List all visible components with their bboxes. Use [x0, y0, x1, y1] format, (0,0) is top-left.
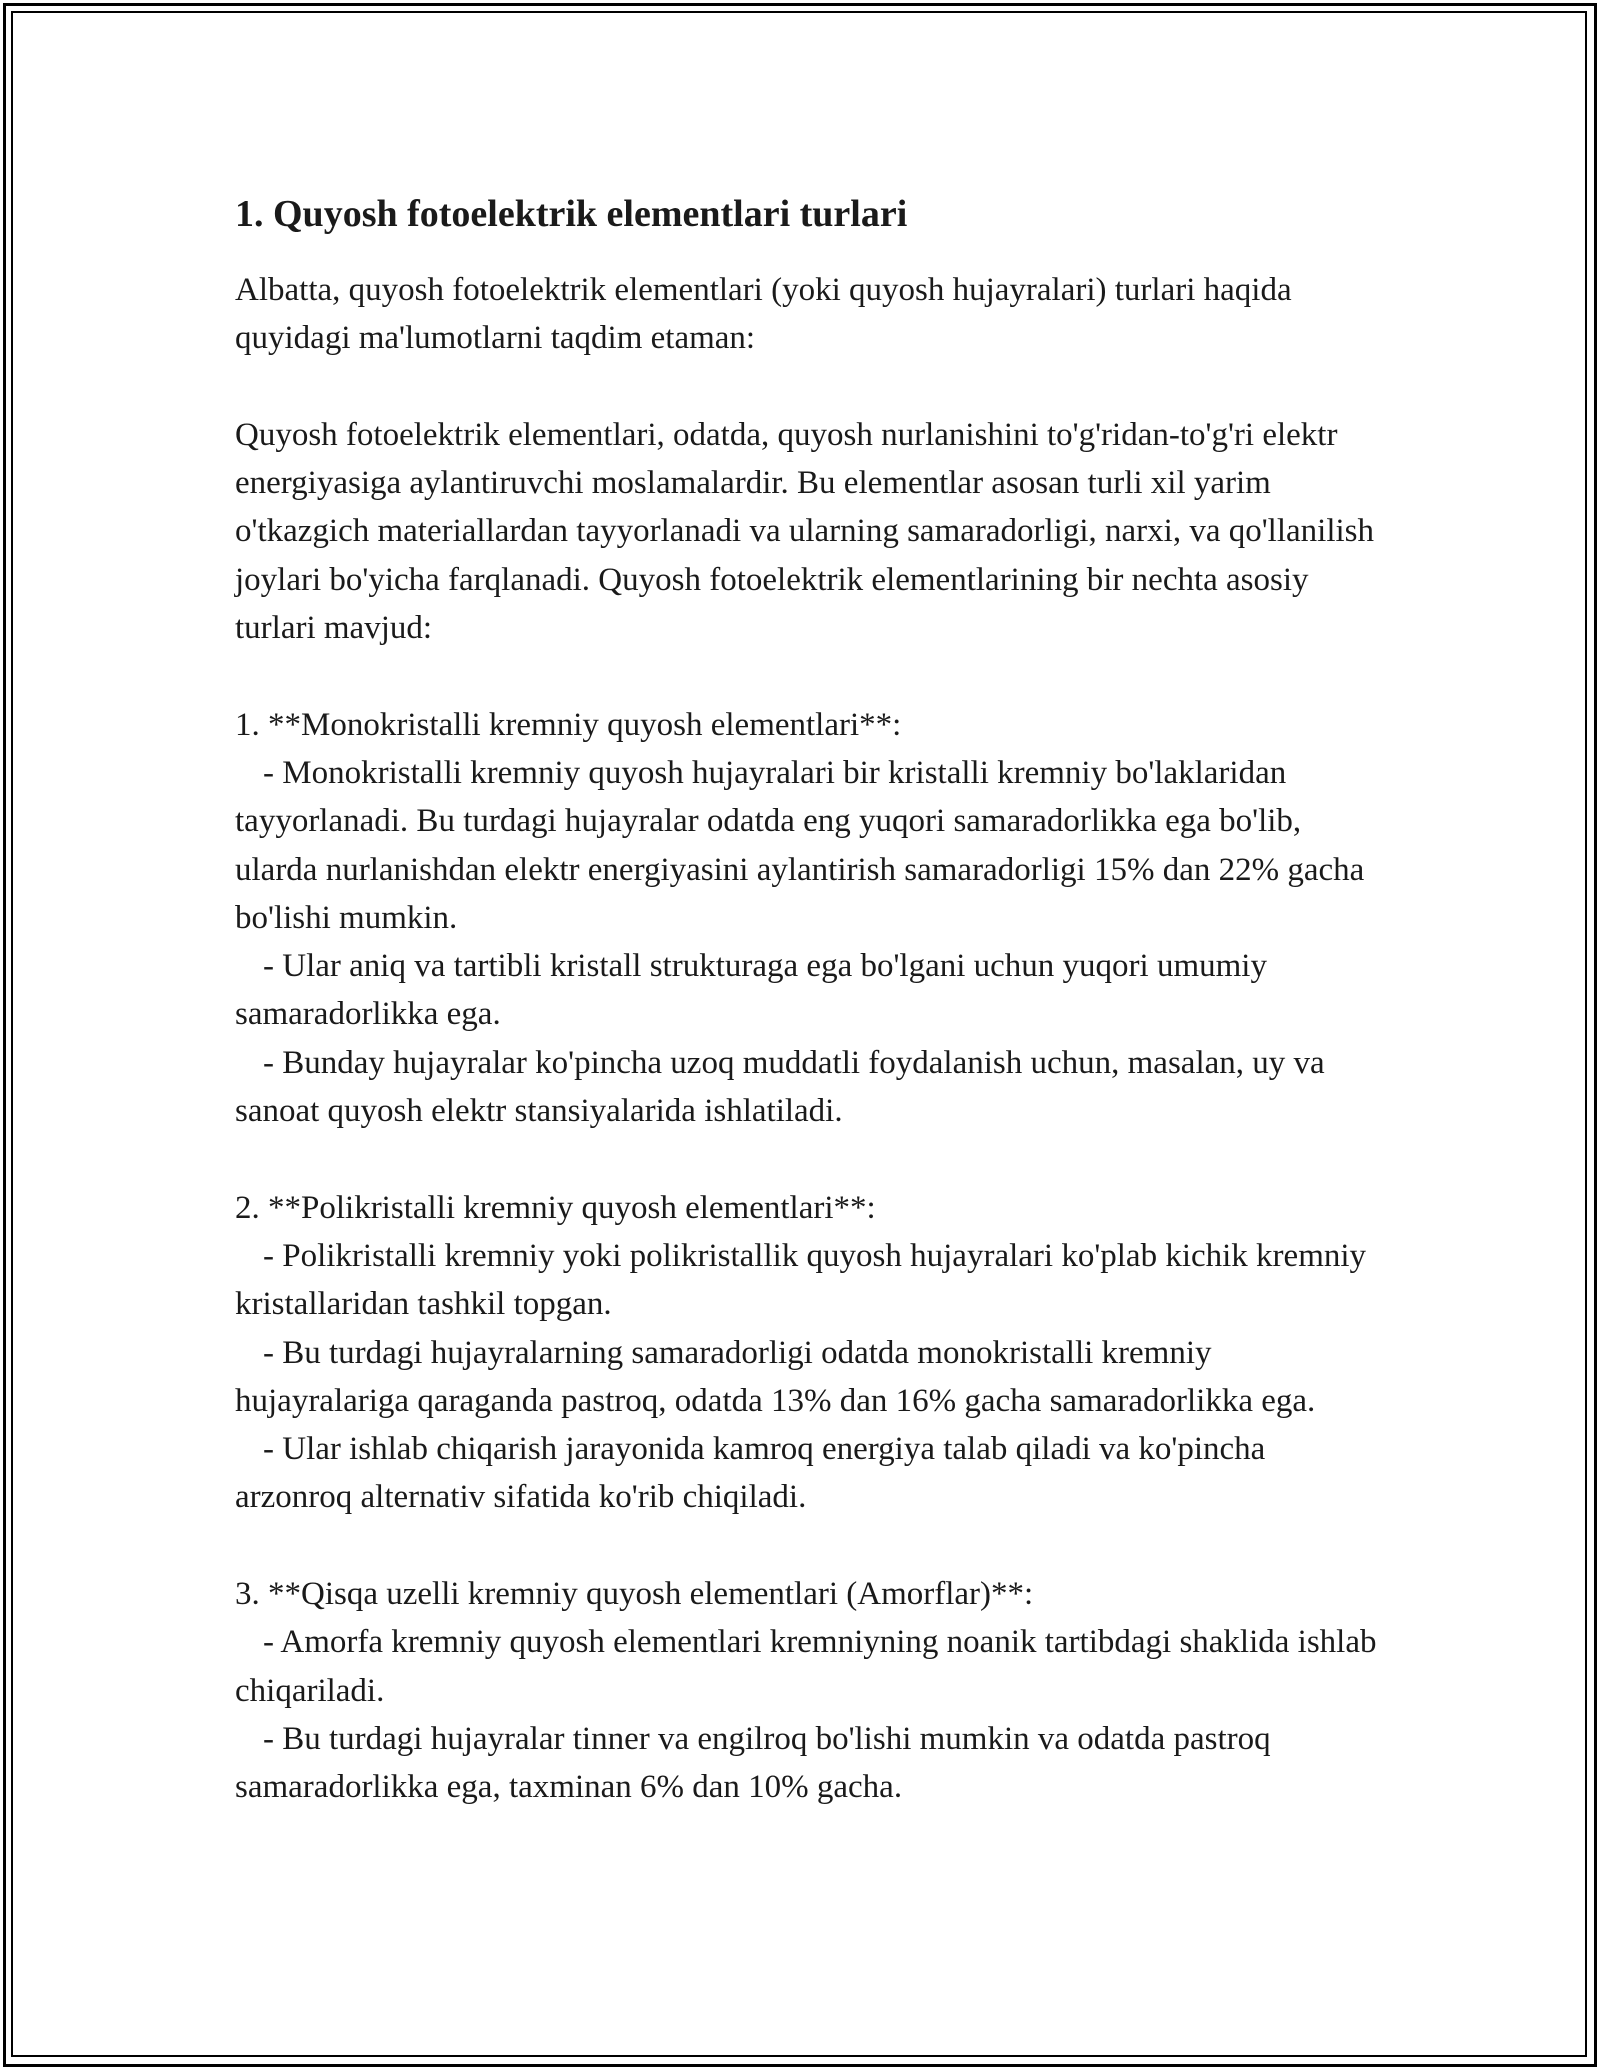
list-item: - Bu turdagi hujayralarning samaradorligi odatda monokristalli kremniy hujayralariga qaraganda pastroq, odatda 13% dan 16% gacha samaradorlikka ega.: [235, 1334, 1316, 1419]
section-amorphous: [235, 1570, 1385, 1811]
list-item: - Ular ishlab chiqarish jarayonida kamroq energiya talab qiladi va ko'pincha arzonroq alternativ sifatida ko'rib chiqiladi.: [235, 1431, 1266, 1516]
section-heading: 3. **Qisqa uzelli kremniy quyosh elementlari (Amorflar)**:: [235, 1576, 1034, 1613]
document-title: 1. Quyosh fotoelektrik elementlari turlari: [235, 193, 908, 235]
list-item: - Amorfa kremniy quyosh elementlari kremniyning noanik tartibdagi shaklida ishlab chiqariladi.: [235, 1624, 1377, 1709]
paragraph-spacer: [235, 1135, 1385, 1183]
document-body: [235, 190, 1385, 1812]
section-monocrystalline: [235, 701, 1385, 1136]
list-item: - Bu turdagi hujayralar tinner va engilroq bo'lishi mumkin va odatda pastroq samaradorlikka ega, taxminan 6% dan 10% gacha.: [235, 1720, 1271, 1806]
list-item: - Polikristalli kremniy yoki polikristallik quyosh hujayralari ko'plab kichik kremniy kristallaridan tashkil topgan.: [235, 1237, 1367, 1323]
overview-paragraph: Quyosh fotoelektrik elementlari, odatda, quyosh nurlanishini to'g'ridan-to'g'ri elektr energiyasiga aylantiruvchi moslamalardir. Bu elementlar asosan turli xil yarim o'tkazgich materiallardan tayyorlanadi va ularning samaradorligi, narxi, va qo'llanilish joylari bo'yicha farqlanadi. Quyosh fotoelektrik elementlarining bir nechta asosiy turlari mavjud:: [235, 416, 1374, 647]
list-item: - Bunday hujayralar ko'pincha uzoq muddatli foydalanish uchun, masalan, uy va sanoat quyosh elektr stansiyalarida ishlatiladi.: [235, 1044, 1325, 1130]
intro-paragraph: Albatta, quyosh fotoelektrik elementlari (yoki quyosh hujayralari) turlari haqida quyidagi ma'lumotlarni taqdim etaman:: [235, 272, 1292, 357]
paragraph-spacer: [235, 652, 1385, 700]
list-item: - Monokristalli kremniy quyosh hujayralari bir kristalli kremniy bo'laklaridan tayyorlanadi. Bu turdagi hujayralar odatda eng yuqori samaradorlikka ega bo'lib, ularda nurlanishdan elektr energiyasini aylantirish samaradorligi 15% dan 22% gacha bo'lishi mumkin.: [235, 754, 1365, 936]
section-heading: 2. **Polikristalli kremniy quyosh elementlari**:: [235, 1189, 876, 1226]
paragraph-spacer: [235, 363, 1385, 411]
section-heading: 1. **Monokristalli kremniy quyosh elementlari**:: [235, 706, 902, 743]
section-polycrystalline: [235, 1184, 1385, 1522]
paragraph-spacer: [235, 1522, 1385, 1570]
list-item: - Ular aniq va tartibli kristall strukturaga ega bo'lgani uchun yuqori umumiy samaradorlikka ega.: [235, 948, 1267, 1033]
